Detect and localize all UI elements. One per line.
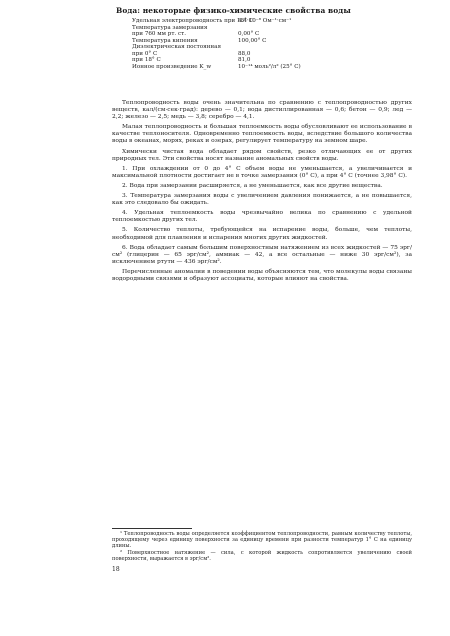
body-paragraph: Теплопроводность воды очень значительна по сравнению с теплопроводностью других веществ, кал/(см·сек·град): дерево — 0,1; вода дистиллированная — 0,6; бетон — 0,9; лед — 2,2; железо — 2,5; медь — 3,8; серебро — 4,1.: [112, 100, 412, 121]
body-paragraph: Химически чистая вода обладает рядом свойств, резко отличающих ее от других природных тел. Эти свойства носят название аномальных свойств воды.: [112, 148, 412, 162]
property-value: 81,0: [238, 57, 251, 63]
body-paragraph: 2. Вода при замерзании расширяется, а не уменьшается, как все другие вещества.: [122, 182, 383, 189]
footnote: ¹ Теплопроводность воды определяется коэффициентом теплопроводности, равным количеству теплоты, проходящему через единицу поверхности за единицу времени при разности температур 1° С на единицу длины.: [112, 531, 412, 550]
property-label: Удельная электропроводность при 18° С: [132, 18, 253, 24]
page-number: 18: [112, 566, 120, 573]
properties-table: [132, 18, 362, 70]
body-paragraph: Перечисленные аномалии в поведении воды объясняются тем, что молекулы воды связаны водородными связями и образуют ассоциаты, которые влияют на свойства.: [112, 268, 412, 282]
property-value: 88,0: [238, 50, 251, 57]
body-paragraph: Малая теплопроводность и большая теплоемкость воды обусловливают ее использование в качестве теплоносителя. Одновременно теплоемкость воды, вследствие большого количества воды в океанах, морях, реках и озерах, регулирует температуру на земном шаре.: [112, 124, 412, 145]
property-label: Температура кипения: [132, 37, 198, 44]
body-paragraph: 3. Температура замерзания воды с увеличением давления понижается, а не повышается, как это следовало бы ожидать.: [112, 193, 412, 207]
property-value: 100,00° С: [238, 37, 267, 44]
body-paragraph: 4. Удельная теплоемкость воды чрезвычайно велика по сравнению с удельной теплоемкостью других тел.: [112, 210, 412, 224]
property-row: [132, 64, 362, 71]
property-label: при 0° С: [132, 50, 158, 57]
body-paragraph: 5. Количество теплоты, требующейся на испарение воды, больше, чем теплоты, необходимой для плавления и испарения многих других жидкостей.: [112, 227, 412, 241]
property-value: 0,00° С: [238, 31, 260, 37]
footnote: ² Поверхностное натяжение — сила, с которой жидкость сопротивляется увеличению своей поверхности, выражается в эрг/см².: [112, 550, 412, 563]
body-paragraph: 6. Вода обладает самым большим поверхностным натяжением из всех жидкостей — 75 эрг/см² (глицерин — 65 эрг/см², аммиак — 42, а все остальные — ниже 30 эрг/см²), за исключением ртути — 436 эрг/см².: [112, 244, 412, 265]
footnote-divider: [112, 528, 192, 529]
footnotes: [112, 531, 412, 563]
body-paragraph: 1. При охлаждении от 0 до 4° С объем воды не уменьшается, а увеличивается и максимальной плотности достигает не в точке замерзания (0° С), а при 4° С (точнее 3,98° С).: [112, 165, 412, 179]
body-text: [112, 100, 412, 286]
property-label: при 760 мм рт. ст.: [132, 31, 186, 37]
page-header: Вода: некоторые физико-химические свойства воды: [116, 6, 351, 15]
property-label: Диэлектрическая постоянная: [132, 44, 221, 50]
property-label: Температура замерзания: [132, 24, 208, 31]
property-value: 10⁻¹⁴ моль²/л² (25° С): [238, 63, 301, 70]
property-label: при 18° С: [132, 57, 161, 63]
property-label: Ионное произведение K_w: [132, 63, 212, 70]
property-value: 4.4·10⁻⁸ Ом⁻¹·см⁻¹: [238, 18, 292, 24]
